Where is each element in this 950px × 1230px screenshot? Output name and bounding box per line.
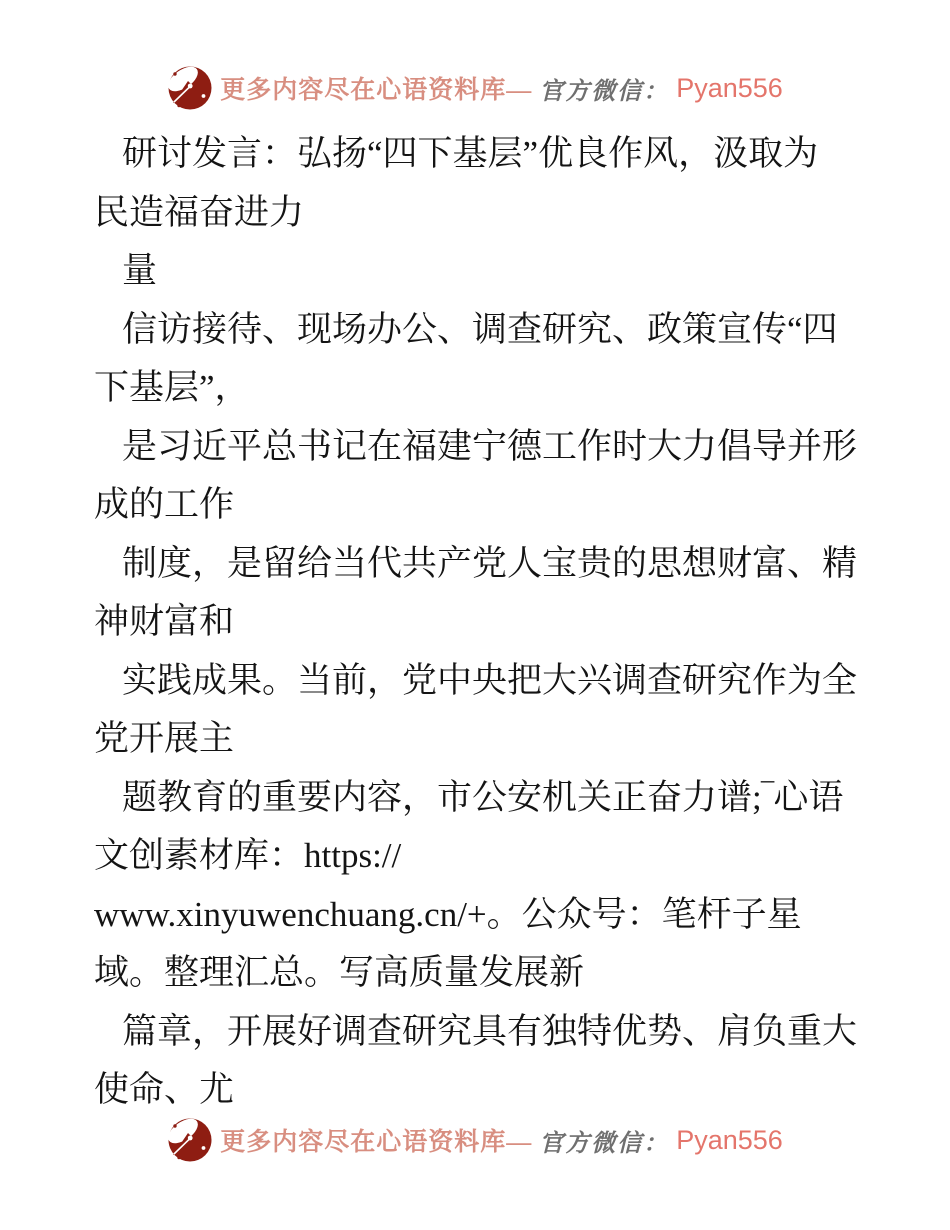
text-line: 下基层”， (94, 368, 250, 407)
text-line: 篇章，开展好调查研究具有独特优势、肩负重大 (122, 1011, 858, 1051)
text-line: 文创素材库：https:// (94, 836, 402, 875)
header-wechat-id: Pyan556 (676, 72, 783, 103)
text-line: 量 (122, 251, 158, 290)
text-line: 制度，是留给当代共产党人宝贵的思想财富、精 (122, 543, 858, 583)
document-body (94, 125, 874, 1120)
text-line: 信访接待、现场办公、调查研究、政策宣传“四 (122, 309, 838, 349)
footer-wechat-label: 官方微信： (539, 1130, 670, 1157)
text-line: 成的工作 (94, 485, 235, 524)
header-watermark (0, 60, 950, 116)
pen-swirl-logo-icon (167, 1117, 213, 1163)
text-line: 研讨发言：弘扬“四下基层”优良作风，汲取为 (122, 134, 819, 173)
text-line: 域。整理汇总。写高质量发展新 (94, 953, 585, 992)
text-line: 题教育的重要内容，市公安机关正奋力谱;‾心语 (122, 777, 844, 817)
text-line: www.xinyuwenchuang.cn/+。公众号：笔杆子星 (94, 894, 802, 934)
header-brand-text: 更多内容尽在心语资料库— (220, 77, 533, 104)
header-wechat-label: 官方微信： (539, 78, 670, 105)
text-line: 民造福奋进力 (94, 192, 305, 232)
footer-watermark (0, 1112, 950, 1168)
text-line: 神财富和 (94, 602, 235, 641)
footer-wechat-id: Pyan556 (676, 1124, 783, 1155)
text-line: 使命、尤 (94, 1070, 235, 1109)
text-line: 实践成果。当前，党中央把大兴调查研究作为全 (122, 660, 858, 700)
text-line: 党开展主 (94, 719, 235, 758)
footer-brand-text: 更多内容尽在心语资料库— (220, 1129, 533, 1156)
pen-swirl-logo-icon (167, 65, 213, 111)
text-line: 是习近平总书记在福建宁德工作时大力倡导并形 (122, 426, 858, 466)
